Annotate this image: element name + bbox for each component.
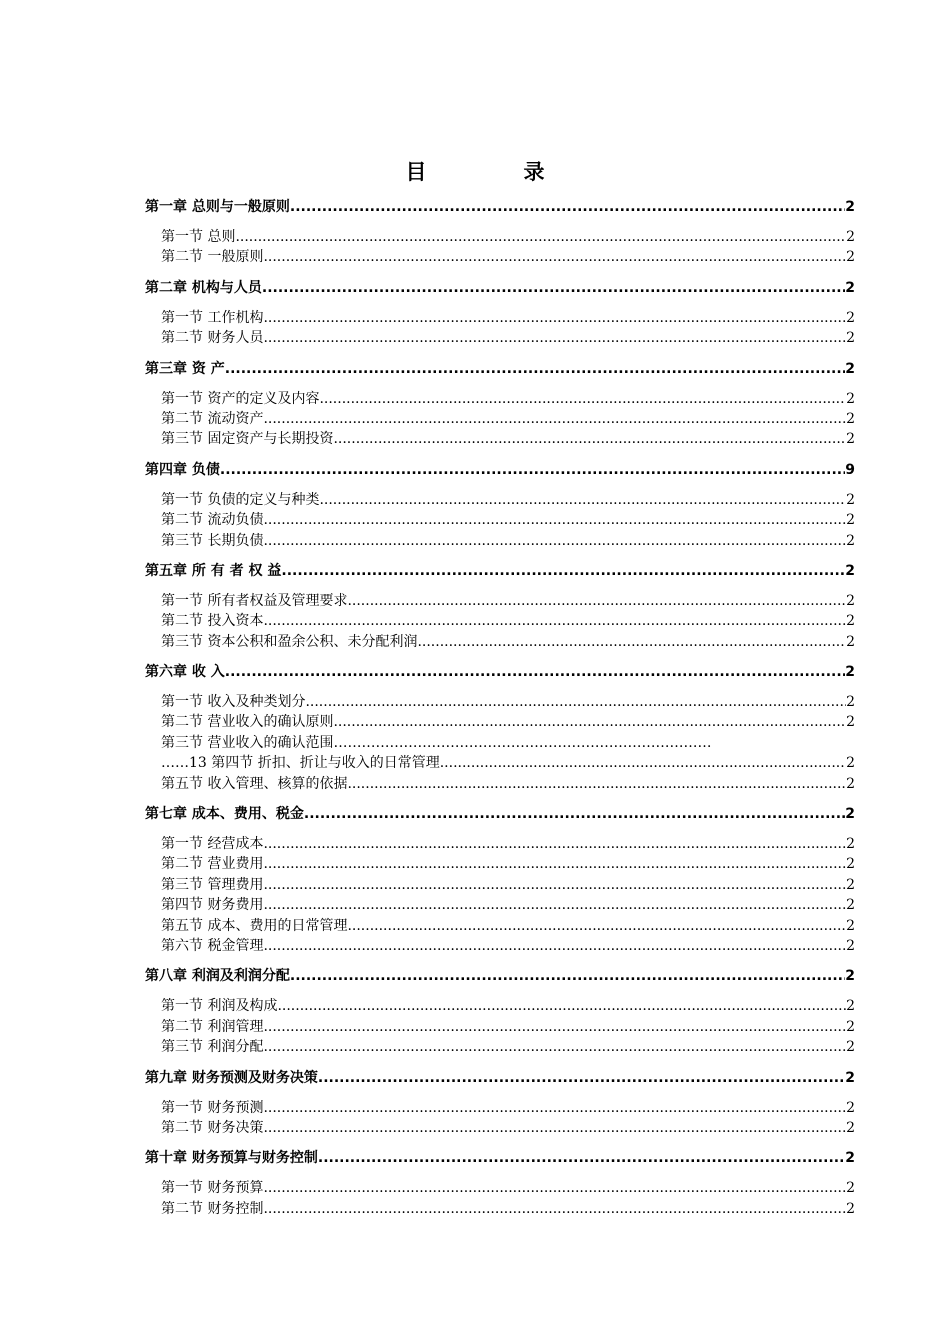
toc-chapter-entry[interactable] (145, 804, 855, 824)
toc-section-entry-label: 第一节 利润及构成 (161, 998, 278, 1015)
dot-leader (318, 1148, 845, 1168)
page-number: 2 (845, 360, 855, 377)
toc-chapter-entry-label: 第二章 机构与人员 (145, 279, 262, 296)
toc-section-entry[interactable] (145, 490, 855, 510)
toc-section-entry-label: 第三节 固定资产与长期投资 (161, 431, 334, 448)
page-number: 2 (846, 592, 855, 609)
dot-leader (263, 1098, 846, 1118)
page-number: 2 (846, 633, 855, 650)
toc-section-entry[interactable] (145, 895, 855, 915)
toc-section-entry[interactable] (145, 1118, 855, 1138)
toc-section-entry[interactable] (145, 692, 855, 712)
table-of-contents (145, 197, 855, 1219)
toc-chapter-entry-label: 第十章 财务预算与财务控制 (145, 1150, 318, 1167)
page-number: 9 (845, 461, 855, 478)
toc-section-entry-label: 第一节 收入及种类划分 (161, 694, 306, 711)
dot-leader (290, 197, 845, 217)
page-number: 2 (846, 309, 855, 326)
toc-section-entry-wrapped[interactable]: 第三节 营业收入的确认范围……………………………………………………………………… (161, 734, 712, 751)
dot-leader (263, 854, 846, 874)
toc-section-entry[interactable] (145, 531, 855, 551)
page-number: 2 (846, 937, 855, 954)
toc-section-entry[interactable] (145, 308, 855, 328)
toc-chapter-entry[interactable] (145, 197, 855, 217)
dot-leader (263, 510, 846, 530)
toc-section-entry[interactable] (145, 1017, 855, 1037)
page-number: 2 (846, 876, 855, 893)
toc-chapter-entry[interactable] (145, 561, 855, 581)
toc-section-entry[interactable] (145, 632, 855, 652)
page-number: 2 (845, 1150, 855, 1167)
toc-section-entry[interactable] (145, 510, 855, 530)
toc-section-entry-label: 第五节 收入管理、核算的依据 (161, 775, 348, 792)
dot-leader (263, 1037, 846, 1057)
page-number: 2 (846, 1039, 855, 1056)
toc-chapter-entry-label: 第一章 总则与一般原则 (145, 199, 290, 215)
toc-chapter-entry-label: 第四章 负债 (145, 461, 220, 478)
toc-chapter-entry-label: 第九章 财务预测及财务决策 (145, 1069, 318, 1086)
toc-section-entry-label: 第二节 财务人员 (161, 330, 264, 347)
toc-section-entry-label: 第三节 长期负债 (161, 532, 264, 549)
dot-leader (290, 966, 845, 986)
toc-section-entry-label: 第二节 财务决策 (161, 1119, 264, 1136)
page-number: 2 (846, 1018, 855, 1035)
page-number: 2 (845, 199, 855, 215)
toc-section-entry-label: 第一节 所有者权益及管理要求 (161, 592, 348, 609)
dot-leader (333, 712, 846, 732)
toc-section-entry[interactable] (145, 1098, 855, 1118)
dot-leader (263, 611, 846, 631)
toc-section-entry-label: 第二节 流动负债 (161, 512, 264, 529)
toc-section-entry-label: 第六节 税金管理 (161, 937, 264, 954)
page-number: 2 (846, 613, 855, 630)
page-number: 2 (846, 1119, 855, 1136)
dot-leader (263, 895, 846, 915)
page-number: 2 (845, 1069, 855, 1086)
toc-section-entry-label: 第一节 经营成本 (161, 836, 264, 853)
page-number: 2 (846, 249, 855, 266)
page-number: 2 (846, 856, 855, 873)
toc-section-entry-label: 第二节 营业收入的确认原则 (161, 714, 334, 731)
toc-section-entry[interactable] (145, 875, 855, 895)
page-number: 2 (846, 755, 855, 772)
toc-chapter-entry[interactable] (145, 1068, 855, 1088)
toc-section-entry-label: 第三节 利润分配 (161, 1039, 264, 1056)
toc-section-entry-label: 第二节 一般原则 (161, 249, 264, 266)
dot-leader (277, 996, 846, 1016)
dot-leader (263, 1199, 846, 1219)
dot-leader (263, 936, 846, 956)
page-number: 2 (846, 410, 855, 427)
dot-leader (225, 359, 846, 379)
dot-leader (304, 804, 845, 824)
toc-section-entry-label: 第三节 资本公积和盈余公积、未分配利润 (161, 633, 418, 650)
page-number: 2 (846, 1099, 855, 1116)
toc-section-entry[interactable] (145, 936, 855, 956)
toc-chapter-entry[interactable] (145, 278, 855, 298)
dot-leader (281, 561, 845, 581)
toc-section-entry[interactable] (145, 774, 855, 794)
toc-section-entry[interactable] (145, 247, 855, 267)
page-number: 2 (846, 330, 855, 347)
toc-section-entry-label: 第一节 资产的定义及内容 (161, 390, 320, 407)
page-number: 2 (846, 694, 855, 711)
dot-leader (318, 1068, 845, 1088)
page-number: 2 (846, 775, 855, 792)
toc-section-entry[interactable] (145, 834, 855, 854)
toc-section-entry-label: 第一节 财务预测 (161, 1099, 264, 1116)
dot-leader (347, 916, 846, 936)
toc-section-entry[interactable] (145, 389, 855, 409)
page-number: 2 (845, 968, 855, 985)
page-number: 2 (845, 664, 855, 681)
page-number: 2 (846, 431, 855, 448)
page-number: 2 (846, 390, 855, 407)
dot-leader (319, 389, 846, 409)
dot-leader (263, 834, 846, 854)
dot-leader (263, 875, 846, 895)
toc-section-entry[interactable] (145, 611, 855, 631)
toc-chapter-entry[interactable] (145, 662, 855, 682)
toc-chapter-entry[interactable] (145, 359, 855, 379)
toc-section-entry[interactable] (145, 1037, 855, 1057)
dot-leader (235, 227, 846, 247)
toc-section-entry[interactable] (145, 854, 855, 874)
dot-leader (333, 429, 846, 449)
toc-section-entry-label: 第二节 财务控制 (161, 1200, 264, 1217)
toc-section-entry[interactable] (145, 1178, 855, 1198)
toc-section-entry-label: 第二节 流动资产 (161, 410, 264, 427)
toc-section-entry[interactable] (145, 996, 855, 1016)
dot-leader (319, 490, 846, 510)
page-number: 2 (846, 897, 855, 914)
toc-section-entry-label: 第三节 管理费用 (161, 876, 264, 893)
page-number: 2 (845, 806, 855, 823)
dot-leader (220, 460, 845, 480)
toc-section-entry[interactable] (145, 328, 855, 348)
toc-section-entry[interactable] (145, 916, 855, 936)
page-number: 2 (846, 532, 855, 549)
toc-section-entry-label: 第二节 营业费用 (161, 856, 264, 873)
page-number: 2 (846, 229, 855, 245)
toc-section-entry-label: 第五节 成本、费用的日常管理 (161, 917, 348, 934)
page-number: 2 (846, 512, 855, 529)
dot-leader (263, 308, 846, 328)
toc-section-entry[interactable] (145, 227, 855, 247)
toc-section-entry-label: 第二节 利润管理 (161, 1018, 264, 1035)
toc-section-entry[interactable] (145, 712, 855, 732)
toc-section-entry-label: 第四节 财务费用 (161, 897, 264, 914)
page-number: 2 (846, 1200, 855, 1217)
dot-leader (440, 753, 846, 773)
page-number: 2 (846, 1180, 855, 1197)
page-number: 2 (845, 279, 855, 296)
page-number: 2 (846, 714, 855, 731)
dot-leader (263, 1118, 846, 1138)
toc-chapter-entry[interactable] (145, 460, 855, 480)
toc-chapter-entry-label: 第七章 成本、费用、税金 (145, 806, 304, 823)
toc-section-entry[interactable] (145, 429, 855, 449)
dot-leader (263, 409, 846, 429)
toc-section-entry-label: 第二节 投入资本 (161, 613, 264, 630)
dot-leader (347, 774, 846, 794)
page-number: 2 (846, 491, 855, 508)
toc-title: 目 录 (405, 160, 583, 184)
toc-section-entry-label: 第一节 财务预算 (161, 1180, 264, 1197)
toc-section-entry-label: 第一节 负债的定义与种类 (161, 491, 320, 508)
toc-section-entry[interactable] (145, 591, 855, 611)
toc-section-entry-label: 第一节 总则 (161, 229, 236, 245)
page-number: 2 (846, 836, 855, 853)
toc-chapter-entry[interactable] (145, 966, 855, 986)
toc-section-entry[interactable] (145, 409, 855, 429)
page-number: 2 (846, 917, 855, 934)
dot-leader (262, 278, 845, 298)
dot-leader (263, 328, 846, 348)
toc-chapter-entry[interactable] (145, 1148, 855, 1168)
toc-section-entry-label: 第一节 工作机构 (161, 309, 264, 326)
toc-chapter-entry-label: 第六章 收 入 (145, 664, 225, 681)
dot-leader (347, 591, 846, 611)
dot-leader (263, 1017, 846, 1037)
toc-section-entry[interactable] (145, 753, 855, 773)
toc-chapter-entry-label: 第三章 资 产 (145, 360, 225, 377)
toc-chapter-entry-label: 第八章 利润及利润分配 (145, 968, 290, 985)
dot-leader (417, 632, 846, 652)
toc-section-entry[interactable] (145, 1199, 855, 1219)
dot-leader (263, 531, 846, 551)
page-number: 2 (845, 562, 855, 579)
toc-section-entry-label: ……13 第四节 折扣、折让与收入的日常管理 (161, 755, 440, 772)
toc-chapter-entry-label: 第五章 所 有 者 权 益 (145, 562, 282, 579)
dot-leader (263, 1178, 846, 1198)
dot-leader (225, 662, 846, 682)
dot-leader (263, 247, 846, 267)
page-number: 2 (846, 998, 855, 1015)
dot-leader (305, 692, 846, 712)
